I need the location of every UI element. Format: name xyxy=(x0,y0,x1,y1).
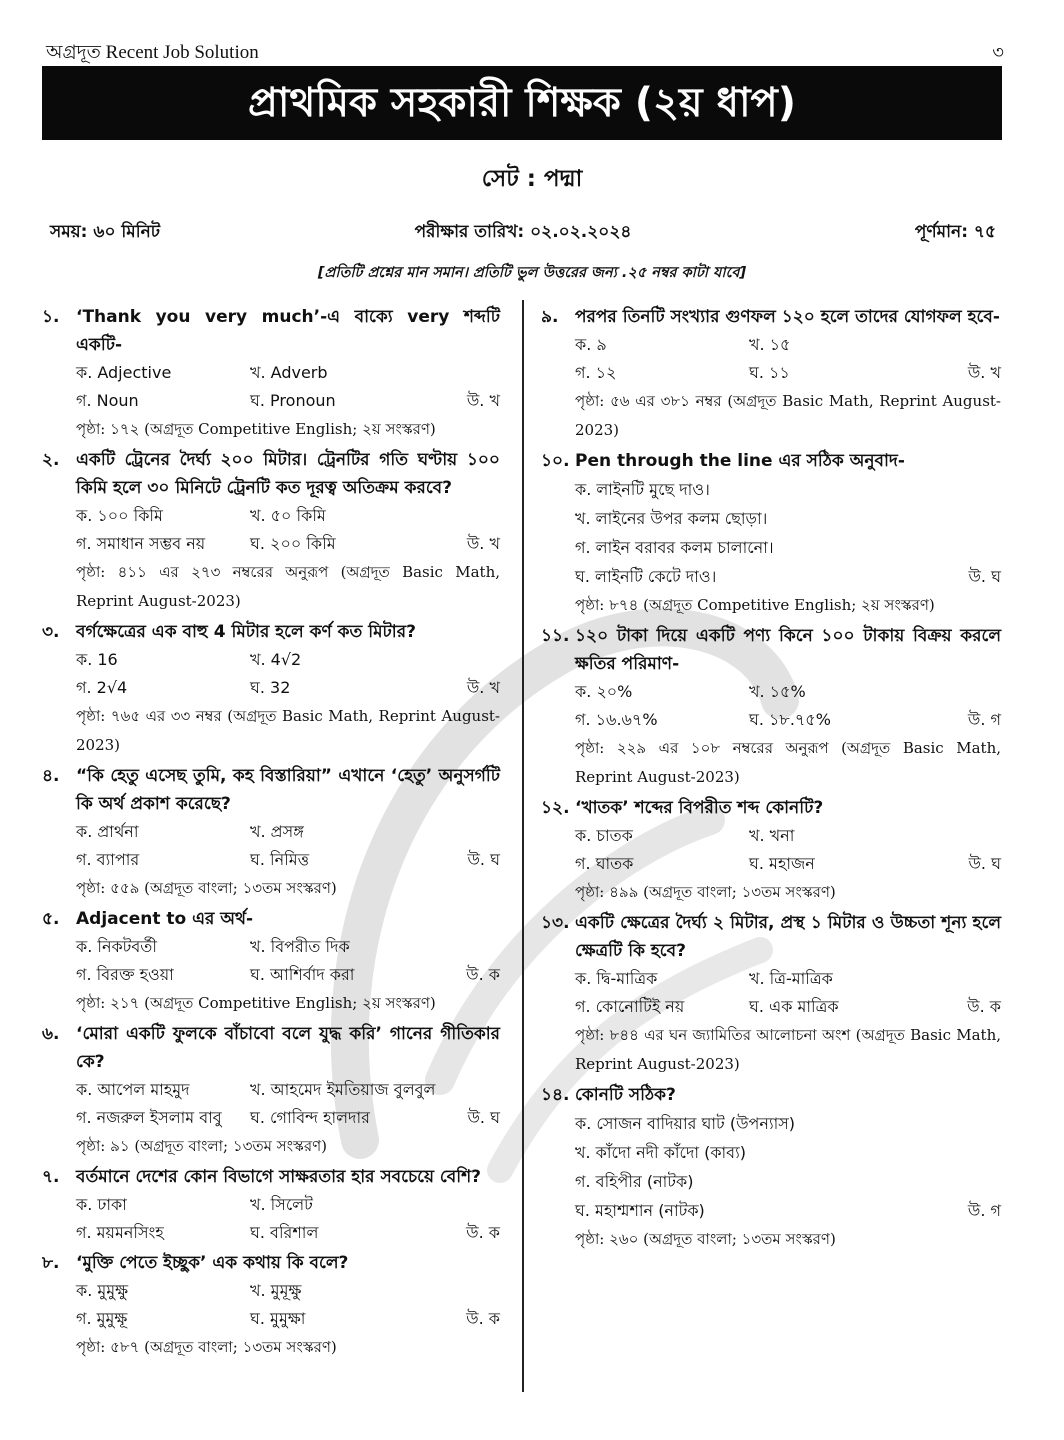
option: ক. ২০% xyxy=(575,682,633,701)
title-banner xyxy=(42,66,1002,140)
option-row xyxy=(76,530,500,558)
question-text: কোনটি সঠিক? xyxy=(575,1085,676,1105)
options-grid xyxy=(541,822,1001,878)
question-item xyxy=(42,762,500,903)
set-label: সেট : পদ্মা xyxy=(481,166,583,192)
reference-note: পৃষ্ঠা: ২২৯ এর ১০৮ নম্বরের অনুরূপ (অগ্রদূত Basic Math, Reprint August-2023) xyxy=(575,739,1001,786)
option: ক. প্রার্থনা xyxy=(76,822,139,841)
option: গ. ব্যাপার xyxy=(76,850,140,869)
option-row xyxy=(76,846,500,874)
option: খ. মুমূক্ষু xyxy=(250,1281,302,1300)
options-grid xyxy=(541,965,1001,1021)
option: ঘ. মহাজন xyxy=(749,854,815,873)
options-grid xyxy=(541,331,1001,387)
options-grid xyxy=(541,678,1001,734)
answer-key: উ. খ xyxy=(967,363,1001,382)
options-list xyxy=(541,1109,1001,1225)
answer-spacer xyxy=(957,475,1001,504)
option: গ. বিরক্ত হওয়া xyxy=(76,965,174,984)
brand-text: অগ্রদূত Recent Job Solution xyxy=(46,42,259,63)
answer-key: উ. ক xyxy=(466,1223,500,1242)
answer-key: উ. ঘ xyxy=(467,850,500,869)
question-item xyxy=(541,794,1001,907)
option-line xyxy=(575,1138,1001,1167)
option: খ. ১৫% xyxy=(749,682,806,701)
answer-spacer xyxy=(957,533,1001,562)
option: গ. ঘাতক xyxy=(575,854,634,873)
question-number: ১. xyxy=(42,307,60,327)
option: খ. লাইনের উপর কলম ছোড়া। xyxy=(575,509,768,528)
answer-key: উ. ক xyxy=(967,997,1001,1016)
option: গ. মুমুক্ষূ xyxy=(76,1309,128,1328)
answer-key: উ. ঘ xyxy=(968,567,1001,586)
reference-note: পৃষ্ঠা: ২১৭ (অগ্রদূত Competitive English; ২য় সংস্করণ) xyxy=(76,994,436,1012)
options-grid xyxy=(42,818,500,874)
answer-key: উ. খ xyxy=(466,678,500,697)
question-number: ১১. xyxy=(541,626,570,646)
option: ঘ. 32 xyxy=(250,678,291,697)
option-row xyxy=(76,1277,500,1305)
option-row xyxy=(76,1219,500,1247)
question-stem xyxy=(541,909,1001,965)
option-row xyxy=(575,359,1001,387)
options-grid xyxy=(42,933,500,989)
question-text: Pen through the line এর সঠিক অনুবাদ- xyxy=(575,451,905,471)
answer-spacer xyxy=(456,1076,500,1104)
question-number: ৩. xyxy=(42,622,60,642)
answer-spacer xyxy=(456,933,500,961)
options-grid xyxy=(42,646,500,702)
answer-spacer xyxy=(957,504,1001,533)
question-text: ‘মোরা একটি ফুলকে বাঁচাবো বলে যুদ্ধ করি’ গানের গীতিকার কে? xyxy=(76,1024,500,1072)
question-number: ৯. xyxy=(541,307,559,327)
question-number: ২. xyxy=(42,450,60,470)
reference-note: পৃষ্ঠা: ৯১ (অগ্রদূত বাংলা; ১৩তম সংস্করণ) xyxy=(76,1137,328,1155)
option: খ. Adverb xyxy=(250,363,328,382)
question-stem xyxy=(42,1020,500,1076)
left-column xyxy=(42,303,500,1364)
option-row xyxy=(76,818,500,846)
question-stem xyxy=(541,794,1001,822)
option-row xyxy=(76,1191,500,1219)
question-stem xyxy=(42,1249,500,1277)
reference-note: পৃষ্ঠা: ১৭২ (অগ্রদূত Competitive English; ২য় সংস্করণ) xyxy=(76,420,436,438)
answer-spacer xyxy=(957,678,1001,706)
question-item xyxy=(541,447,1001,620)
answer-key: উ. ক xyxy=(466,965,500,984)
answer-key: উ. ঘ xyxy=(968,854,1001,873)
question-number: ৭. xyxy=(42,1167,60,1187)
question-number: ১৪. xyxy=(541,1085,570,1105)
option: ক. লাইনটি মুছে দাও। xyxy=(575,480,710,499)
question-item xyxy=(42,1163,500,1247)
question-text: বর্তমানে দেশের কোন বিভাগে সাক্ষরতার হার সবচেয়ে বেশি? xyxy=(76,1167,482,1187)
option: ঘ. আশির্বাদ করা xyxy=(250,965,355,984)
options-grid xyxy=(42,359,500,415)
right-column xyxy=(541,303,1001,1256)
options-grid xyxy=(42,1191,500,1247)
option: ক. দ্বি-মাত্রিক xyxy=(575,969,658,988)
reference-note: পৃষ্ঠা: ৫৮৭ (অগ্রদূত বাংলা; ১৩তম সংস্করণ) xyxy=(76,1338,337,1356)
question-item xyxy=(42,446,500,616)
option-row xyxy=(76,961,500,989)
reference-note: পৃষ্ঠা: ৫৫৯ (অগ্রদূত বাংলা; ১৩তম সংস্করণ) xyxy=(76,879,337,897)
option-row xyxy=(575,850,1001,878)
option: গ. সমাধান সম্ভব নয় xyxy=(76,534,206,553)
answer-spacer xyxy=(957,331,1001,359)
options-list xyxy=(541,475,1001,591)
answer-spacer xyxy=(456,646,500,674)
exam-meta xyxy=(50,219,996,245)
question-number: ১২. xyxy=(541,798,570,818)
option: ঘ. বরিশাল xyxy=(250,1223,319,1242)
option-line xyxy=(575,504,1001,533)
page-title: প্রাথমিক সহকারী শিক্ষক (২য় ধাপ) xyxy=(248,80,796,126)
exam-marks: পূর্ণমান: ৭৫ xyxy=(914,222,996,242)
option-row xyxy=(76,359,500,387)
option: গ. 2√4 xyxy=(76,678,128,697)
question-number: ৬. xyxy=(42,1024,60,1044)
option-row xyxy=(76,1104,500,1132)
answer-spacer xyxy=(456,502,500,530)
option: খ. ত্রি-মাত্রিক xyxy=(749,969,833,988)
option: ঘ. মহাশ্মশান (নাটক) xyxy=(575,1201,705,1220)
option: গ. বহিপীর (নাটক) xyxy=(575,1172,694,1191)
options-grid xyxy=(42,1277,500,1333)
question-stem xyxy=(42,618,500,646)
column-divider xyxy=(522,300,524,1392)
option-line xyxy=(575,1167,1001,1196)
option: ক. নিকটবর্তী xyxy=(76,937,157,956)
question-text: বর্গক্ষেত্রের এক বাহু 4 মিটার হলে কর্ণ কত মিটার? xyxy=(76,622,416,642)
option-line xyxy=(575,1196,1001,1225)
reference-note: পৃষ্ঠা: ৪১১ এর ২৭৩ নম্বরের অনুরূপ (অগ্রদূত Basic Math, Reprint August-2023) xyxy=(76,563,500,610)
option: ঘ. গোবিন্দ হালদার xyxy=(250,1108,370,1127)
question-stem xyxy=(42,303,500,359)
option-row xyxy=(76,646,500,674)
question-number: ৪. xyxy=(42,766,60,786)
option-row xyxy=(76,933,500,961)
question-number: ১০. xyxy=(541,451,570,471)
option-line xyxy=(575,533,1001,562)
reference-note: পৃষ্ঠা: ৭৬৫ এর ৩৩ নম্বর (অগ্রদূত Basic Math, Reprint August-2023) xyxy=(76,707,500,754)
option: ক. সোজন বাদিয়ার ঘাট (উপন্যাস) xyxy=(575,1114,796,1133)
question-text: ‘খাতক’ শব্দের বিপরীত শব্দ কোনটি? xyxy=(575,798,824,818)
option: খ. প্রসঙ্গ xyxy=(250,822,304,841)
question-item xyxy=(541,909,1001,1079)
answer-key: উ. গ xyxy=(967,1201,1001,1220)
option: ঘ. এক মাত্রিক xyxy=(749,997,839,1016)
question-stem xyxy=(541,303,1001,331)
option: খ. কাঁদো নদী কাঁদো (কাব্য) xyxy=(575,1143,746,1162)
question-item xyxy=(42,1249,500,1362)
instruction-note: [প্রতিটি প্রশ্নের মান সমান। প্রতিটি ভুল উত্তরের জন্য .২৫ নম্বর কাটা যাবে] xyxy=(317,265,747,281)
question-stem xyxy=(541,447,1001,475)
option-row xyxy=(575,993,1001,1021)
question-text: একটি ক্ষেত্রের দৈর্ঘ্য ২ মিটার, প্রস্থ ১ মিটার ও উচ্চতা শূন্য হলে ক্ষেত্রটি কি হবে? xyxy=(575,913,1001,961)
answer-spacer xyxy=(957,1167,1001,1196)
option: ক. 16 xyxy=(76,650,118,669)
question-number: ৮. xyxy=(42,1253,60,1273)
option: গ. Noun xyxy=(76,391,139,410)
option: ঘ. ১১ xyxy=(749,363,790,382)
option-row xyxy=(575,965,1001,993)
option: ঘ. নিমিত্ত xyxy=(250,850,310,869)
option: গ. নজরুল ইসলাম বাবু xyxy=(76,1108,222,1127)
option: খ. 4√2 xyxy=(250,650,302,669)
question-stem xyxy=(42,905,500,933)
question-text: ‘Thank you very much’-এ বাক্যে very শব্দটি একটি- xyxy=(76,307,500,355)
question-item xyxy=(541,1081,1001,1254)
question-text: ১২০ টাকা দিয়ে একটি পণ্য কিনে ১০০ টাকায় বিক্রয় করলে ক্ষতির পরিমাণ- xyxy=(575,626,1001,674)
answer-key: উ. ক xyxy=(466,1309,500,1328)
question-text: একটি ট্রেনের দৈর্ঘ্য ২০০ মিটার। ট্রেনটির গতি ঘণ্টায় ১০০ কিমি হলে ৩০ মিনিটে ট্রেনটি কত দূরত্ব অতিক্রম করবে? xyxy=(76,450,500,498)
question-item xyxy=(42,618,500,760)
answer-spacer xyxy=(957,1109,1001,1138)
option: ক. ৯ xyxy=(575,335,607,354)
option: ক. ঢাকা xyxy=(76,1195,127,1214)
option: ক. আপেল মাহমুদ xyxy=(76,1080,190,1099)
option: খ. ১৫ xyxy=(749,335,791,354)
question-text: ‘মুক্তি পেতে ইচ্ছুক’ এক কথায় কি বলে? xyxy=(76,1253,349,1273)
exam-time: সময়: ৬০ মিনিট xyxy=(50,222,161,242)
question-item xyxy=(541,622,1001,792)
page-header xyxy=(46,38,1004,64)
question-number: ৫. xyxy=(42,909,60,929)
option: ঘ. লাইনটি কেটে দাও। xyxy=(575,567,717,586)
option: ক. মুমুক্ষু xyxy=(76,1281,129,1300)
option: ক. চাতক xyxy=(575,826,633,845)
page-number: ৩ xyxy=(992,42,1004,63)
option-row xyxy=(76,1076,500,1104)
option-row xyxy=(76,674,500,702)
question-item xyxy=(42,905,500,1018)
question-stem xyxy=(42,446,500,502)
question-stem xyxy=(42,762,500,818)
option-row xyxy=(575,331,1001,359)
question-text: পরপর তিনটি সংখ্যার গুণফল ১২০ হলে তাদের যোগফল হবে- xyxy=(575,307,1000,327)
answer-key: উ. ঘ xyxy=(467,1108,500,1127)
answer-key: উ. খ xyxy=(466,391,500,410)
option: গ. লাইন বরাবর কলম চালানো। xyxy=(575,538,774,557)
option: গ. ১২ xyxy=(575,363,617,382)
option-row xyxy=(76,387,500,415)
option: ক. ১০০ কিমি xyxy=(76,506,163,525)
option: খ. বিপরীত দিক xyxy=(250,937,350,956)
answer-spacer xyxy=(456,1277,500,1305)
option-line xyxy=(575,562,1001,591)
option: গ. ১৬.৬৭% xyxy=(575,710,658,729)
option: খ. সিলেট xyxy=(250,1195,313,1214)
exam-date: পরীক্ষার তারিখ: ০২.০২.২০২৪ xyxy=(414,222,632,242)
answer-key: উ. খ xyxy=(466,534,500,553)
option: খ. ৫০ কিমি xyxy=(250,506,326,525)
option: ঘ. ২০০ কিমি xyxy=(250,534,336,553)
option-row xyxy=(575,706,1001,734)
option-row xyxy=(575,678,1001,706)
options-grid xyxy=(42,502,500,558)
question-stem xyxy=(541,622,1001,678)
options-grid xyxy=(42,1076,500,1132)
option: গ. ময়মনসিংহ xyxy=(76,1223,164,1242)
option: খ. আহমেদ ইমতিয়াজ বুলবুল xyxy=(250,1080,436,1099)
option-row xyxy=(575,822,1001,850)
question-number: ১৩. xyxy=(541,913,570,933)
option: ঘ. Pronoun xyxy=(250,391,336,410)
reference-note: পৃষ্ঠা: ৮৪৪ এর ঘন জ্যামিতির আলোচনা অংশ (অগ্রদূত Basic Math, Reprint August-2023) xyxy=(575,1026,1001,1073)
option-row xyxy=(76,502,500,530)
option-line xyxy=(575,475,1001,504)
option-line xyxy=(575,1109,1001,1138)
option: ঘ. ১৮.৭৫% xyxy=(749,710,831,729)
answer-spacer xyxy=(957,965,1001,993)
answer-spacer xyxy=(456,1191,500,1219)
question-item xyxy=(541,303,1001,445)
answer-key: উ. গ xyxy=(967,710,1001,729)
option: ঘ. মুমুক্ষা xyxy=(250,1309,306,1328)
question-item xyxy=(42,303,500,444)
reference-note: পৃষ্ঠা: ৫৬ এর ৩৮১ নম্বর (অগ্রদূত Basic Math, Reprint August-2023) xyxy=(575,392,1001,439)
answer-spacer xyxy=(456,818,500,846)
question-item xyxy=(42,1020,500,1161)
reference-note: পৃষ্ঠা: ৮৭৪ (অগ্রদূত Competitive English; ২য় সংস্করণ) xyxy=(575,596,935,614)
question-text: “কি হেতু এসেছ তুমি, কহ বিস্তারিয়া” এখানে ‘হেতু’ অনুসর্গটি কি অর্থ প্রকাশ করেছে? xyxy=(76,766,500,814)
question-stem xyxy=(541,1081,1001,1109)
reference-note: পৃষ্ঠা: ৪৯৯ (অগ্রদূত বাংলা; ১৩তম সংস্করণ) xyxy=(575,883,836,901)
answer-spacer xyxy=(957,822,1001,850)
question-text: Adjacent to এর অর্থ- xyxy=(76,909,254,929)
option: ক. Adjective xyxy=(76,363,172,382)
reference-note: পৃষ্ঠা: ২৬০ (অগ্রদূত বাংলা; ১৩তম সংস্করণ) xyxy=(575,1230,836,1248)
question-stem xyxy=(42,1163,500,1191)
option: খ. খনা xyxy=(749,826,795,845)
option: গ. কোনোটিই নয় xyxy=(575,997,685,1016)
answer-spacer xyxy=(957,1138,1001,1167)
answer-spacer xyxy=(456,359,500,387)
option-row xyxy=(76,1305,500,1333)
